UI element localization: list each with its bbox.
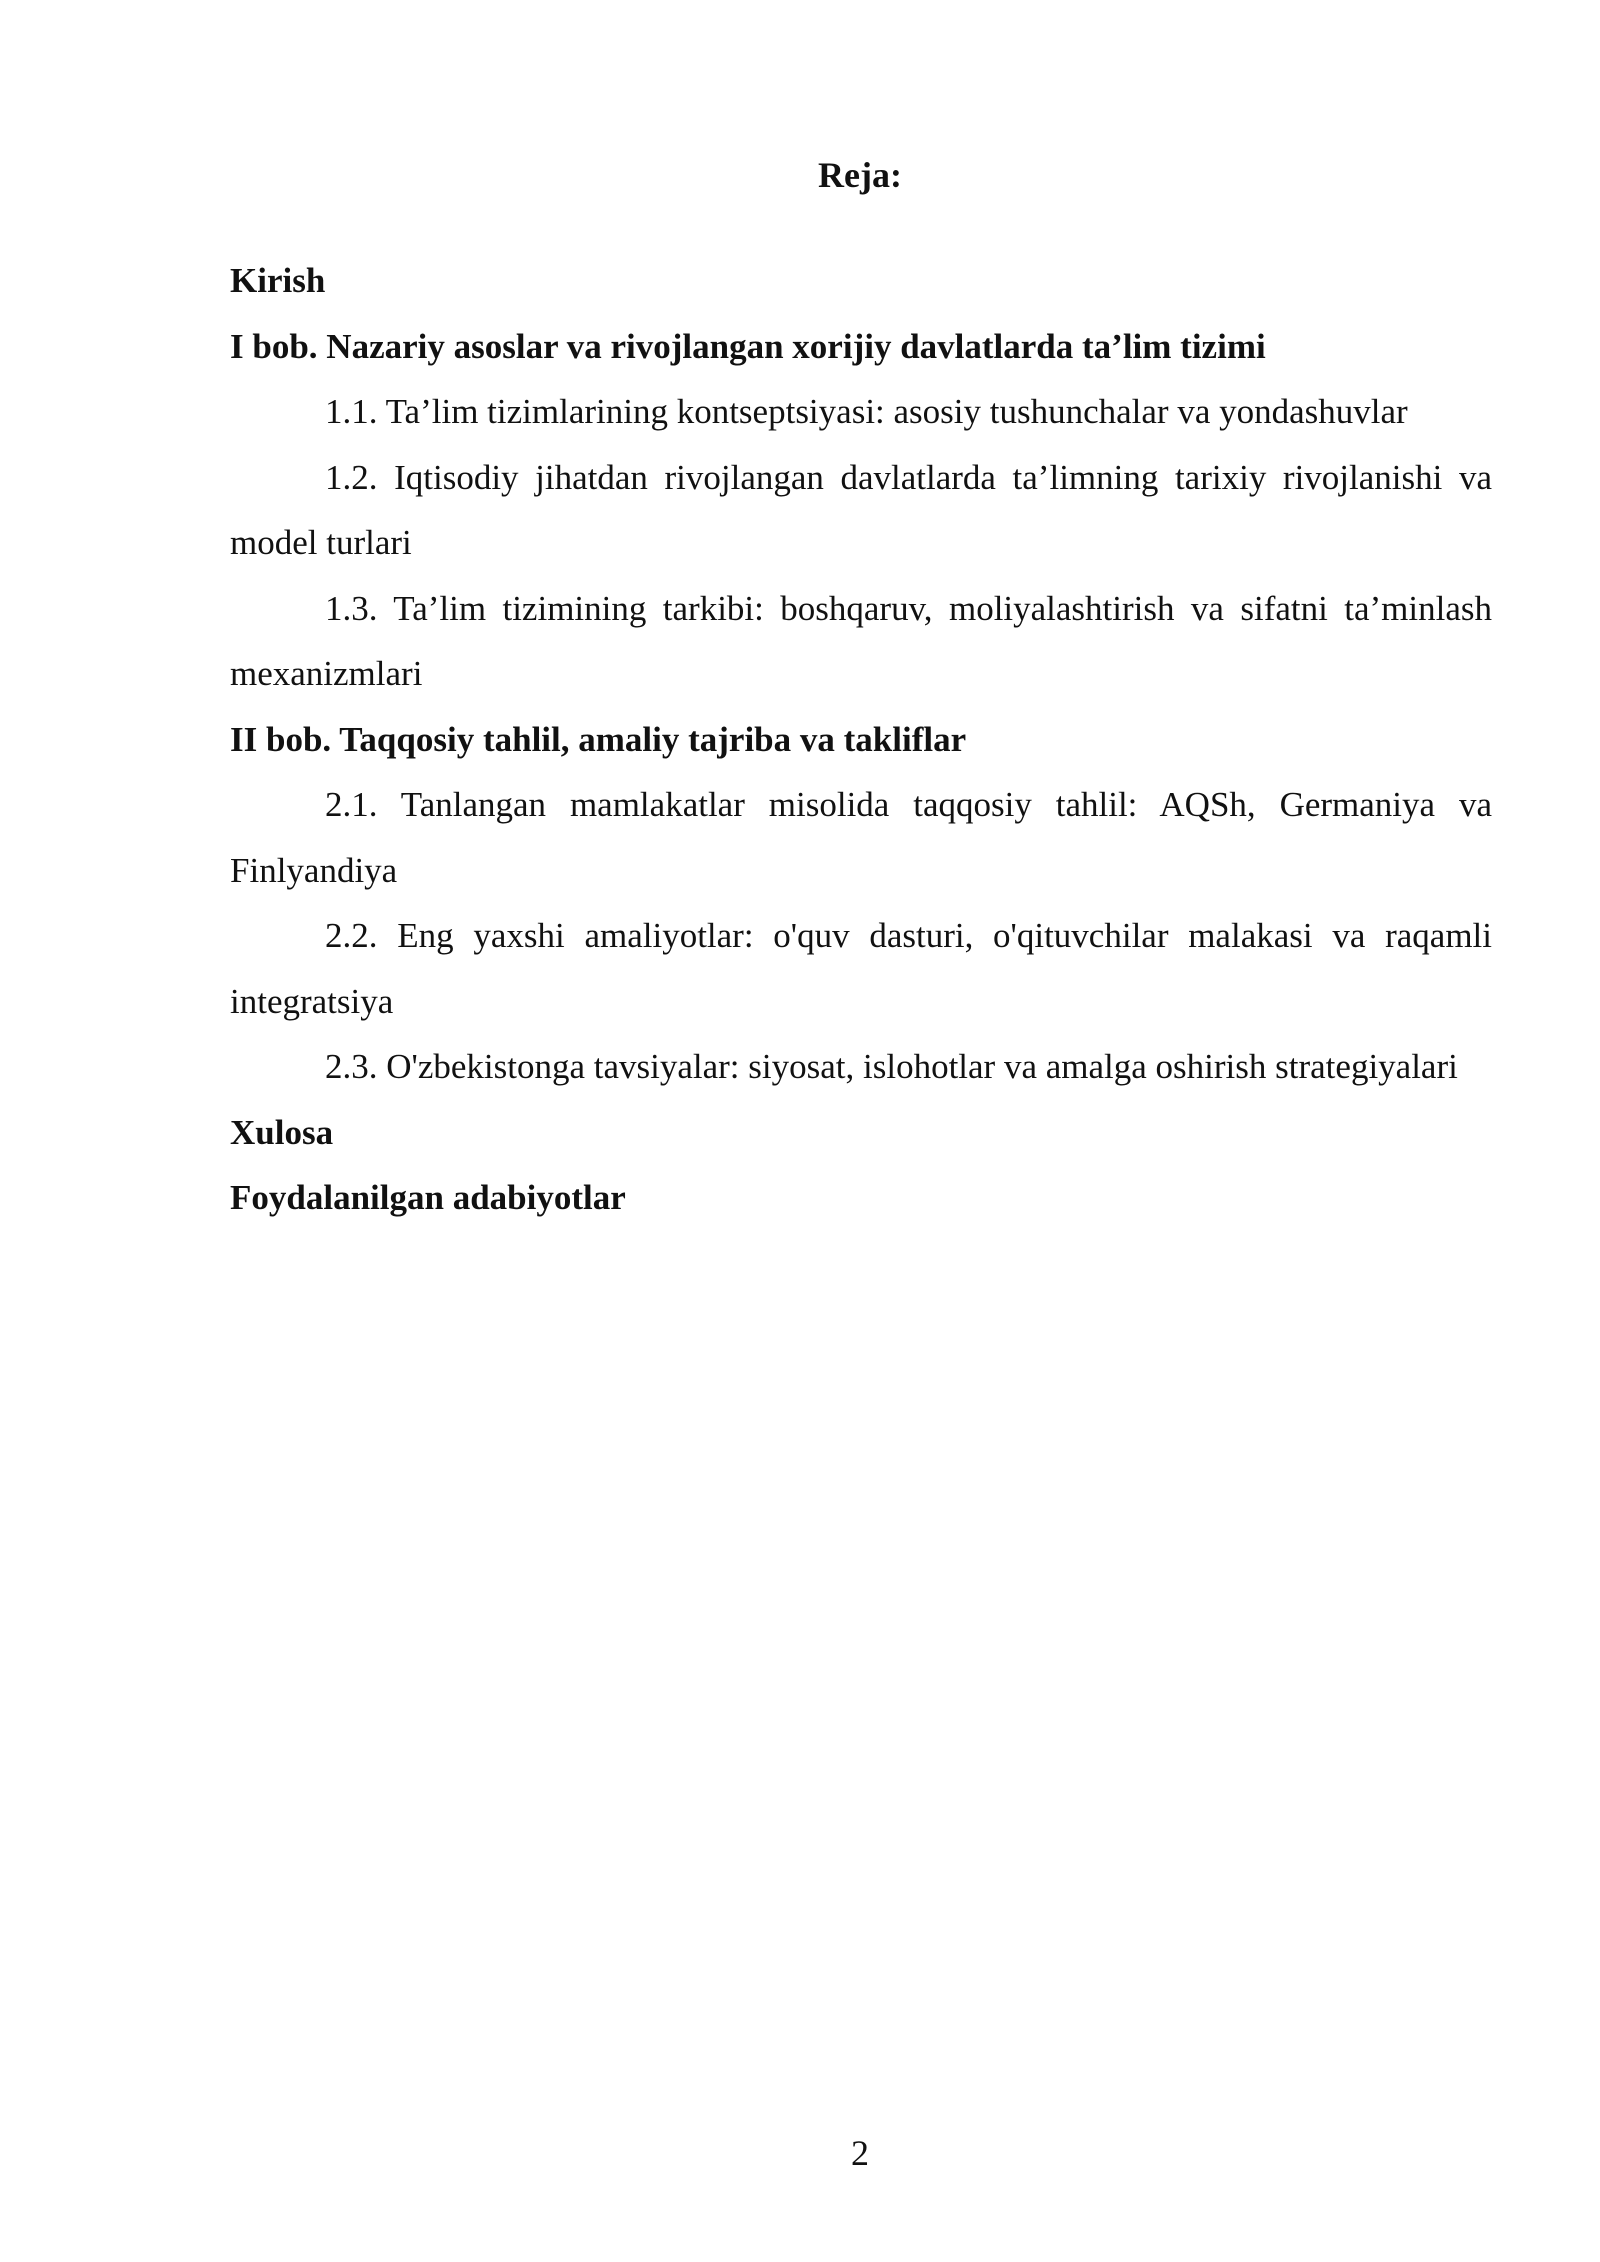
toc-section-1-3: 1.3. Ta’lim tizimining tarkibi: boshqaruv, moliyalashtirish va sifatni ta’minlash mexanizmlari — [230, 588, 1492, 693]
toc-section-2-2: 2.2. Eng yaxshi amaliyotlar: o'quv dasturi, o'qituvchilar malakasi va raqamli integratsiya — [230, 916, 1492, 1021]
toc-section-2-1: 2.1. Tanlangan mamlakatlar misolida taqqosiy tahlil: AQSh, Germaniya va Finlyandiya — [230, 785, 1492, 890]
toc-entry-xulosa: Xulosa — [230, 1112, 334, 1152]
toc-section-1-1: 1.1. Ta’lim tizimlarining kontseptsiyasi: asosiy tushunchalar va yondashuvlar — [325, 392, 1408, 431]
toc-section-1-2: 1.2. Iqtisodiy jihatdan rivojlangan davlatlarda ta’limning tarixiy rivojlanishi va model turlari — [230, 457, 1492, 562]
table-of-contents — [230, 248, 1492, 1231]
toc-chapter-2: II bob. Taqqosiy tahlil, amaliy tajriba va takliflar — [230, 719, 967, 759]
toc-entry-kirish: Kirish — [230, 261, 326, 300]
toc-section-2-3: 2.3. O'zbekistonga tavsiyalar: siyosat, islohotlar va amalga oshirish strategiyalari — [325, 1047, 1458, 1086]
toc-entry-references: Foydalanilgan adabiyotlar — [230, 1178, 626, 1217]
toc-chapter-1: I bob. Nazariy asoslar va rivojlangan xorijiy davlatlarda ta’lim tizimi — [230, 326, 1266, 366]
page-number: 2 — [851, 2133, 869, 2173]
page-title: Reja: — [818, 155, 902, 195]
